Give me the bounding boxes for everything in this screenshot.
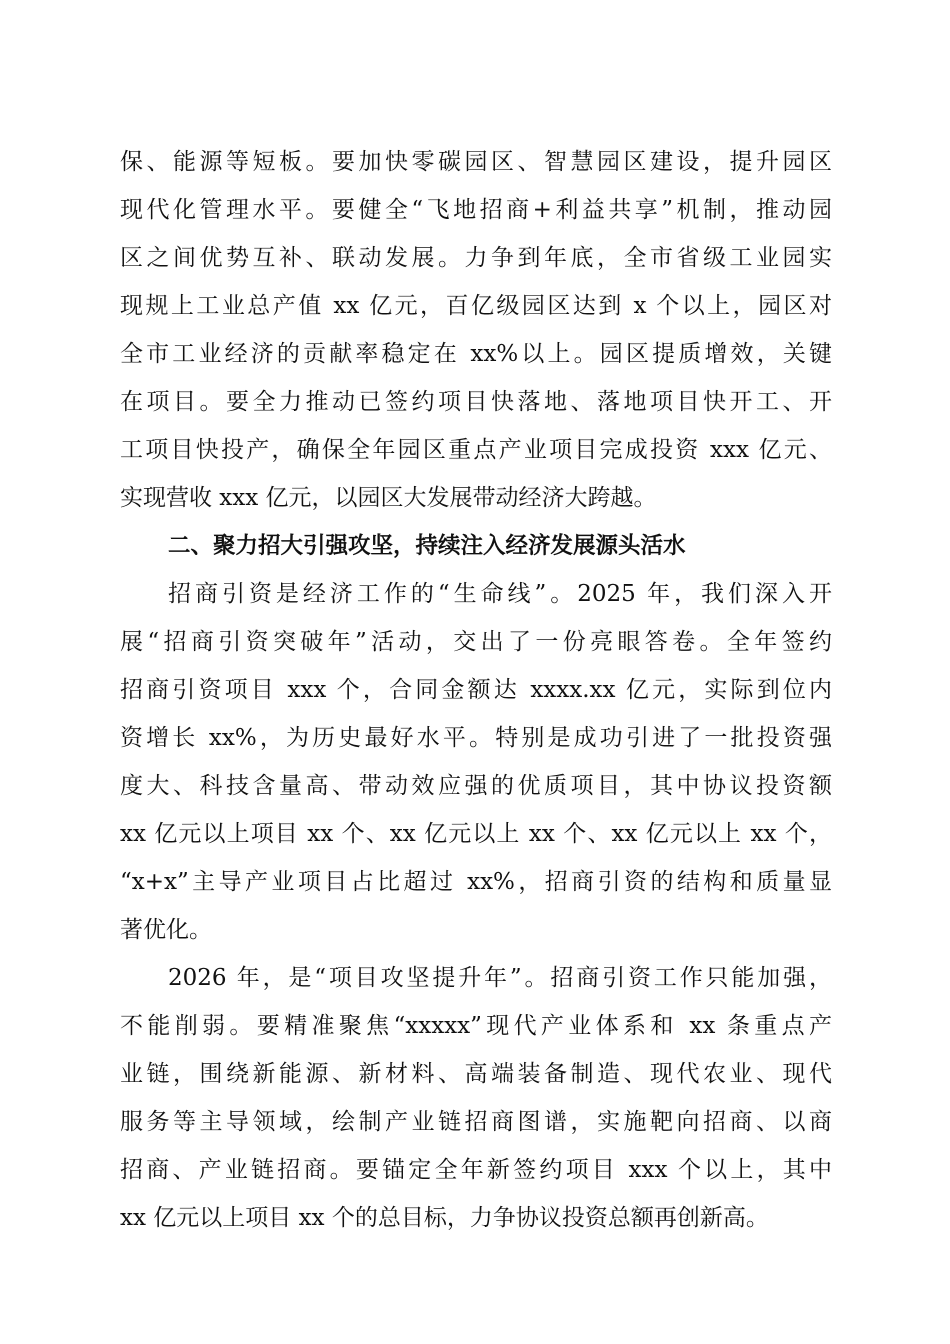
para1-line-1: 保、能源等短板。要加快零碳园区、智慧园区建设，提升园区: [120, 149, 832, 175]
para2-line-8: 著优化。: [120, 917, 212, 943]
para2-line-3: 招商引资项目 xxx 个，合同金额达 xxxx.xx 亿元，实际到位内: [120, 677, 832, 703]
para3-line-2: 不能削弱。要精准聚焦“xxxxx”现代产业体系和 xx 条重点产: [120, 1013, 832, 1039]
para1-line-3: 区之间优势互补、联动发展。力争到年底，全市省级工业园实: [120, 245, 832, 271]
para1-line-7: 工项目快投产，确保全年园区重点产业项目完成投资 xxx 亿元、: [120, 437, 832, 463]
para3-line-5: 招商、产业链招商。要锚定全年新签约项目 xxx 个以上，其中: [120, 1157, 832, 1183]
para2-line-5: 度大、科技含量高、带动效应强的优质项目，其中协议投资额: [120, 773, 832, 799]
para1-line-4: 现规上工业总产值 xx 亿元，百亿级园区达到 x 个以上，园区对: [120, 293, 832, 319]
para2-line-4: 资增长 xx%，为历史最好水平。特别是成功引进了一批投资强: [120, 725, 832, 751]
para1-line-2: 现代化管理水平。要健全“飞地招商+利益共享”机制，推动园: [120, 197, 832, 223]
para2-line-6: xx 亿元以上项目 xx 个、xx 亿元以上 xx 个、xx 亿元以上 xx 个，: [120, 821, 832, 847]
para2-line-2: 展“招商引资突破年”活动，交出了一份亮眼答卷。全年签约: [120, 629, 832, 655]
para1-line-8: 实现营收 xxx 亿元，以园区大发展带动经济大跨越。: [120, 485, 657, 511]
para1-line-6: 在项目。要全力推动已签约项目快落地、落地项目快开工、开: [120, 389, 832, 415]
para1-line-5: 全市工业经济的贡献率稳定在 xx%以上。园区提质增效，关键: [120, 341, 832, 367]
para2-line-1: 招商引资是经济工作的“生命线”。2025 年，我们深入开: [168, 581, 832, 607]
para3-line-3: 业链，围绕新能源、新材料、高端装备制造、现代农业、现代: [120, 1061, 832, 1087]
para3-line-1: 2026 年，是“项目攻坚提升年”。招商引资工作只能加强，: [168, 965, 832, 991]
para2-line-7: “x+x”主导产业项目占比超过 xx%，招商引资的结构和质量显: [120, 869, 832, 895]
para3-line-6: xx 亿元以上项目 xx 个的总目标，力争协议投资总额再创新高。: [120, 1205, 769, 1231]
section-heading-2: 二、聚力招大引强攻坚，持续注入经济发展源头活水: [168, 533, 686, 559]
para3-line-4: 服务等主导领域，绘制产业链招商图谱，实施靶向招商、以商: [120, 1109, 832, 1135]
